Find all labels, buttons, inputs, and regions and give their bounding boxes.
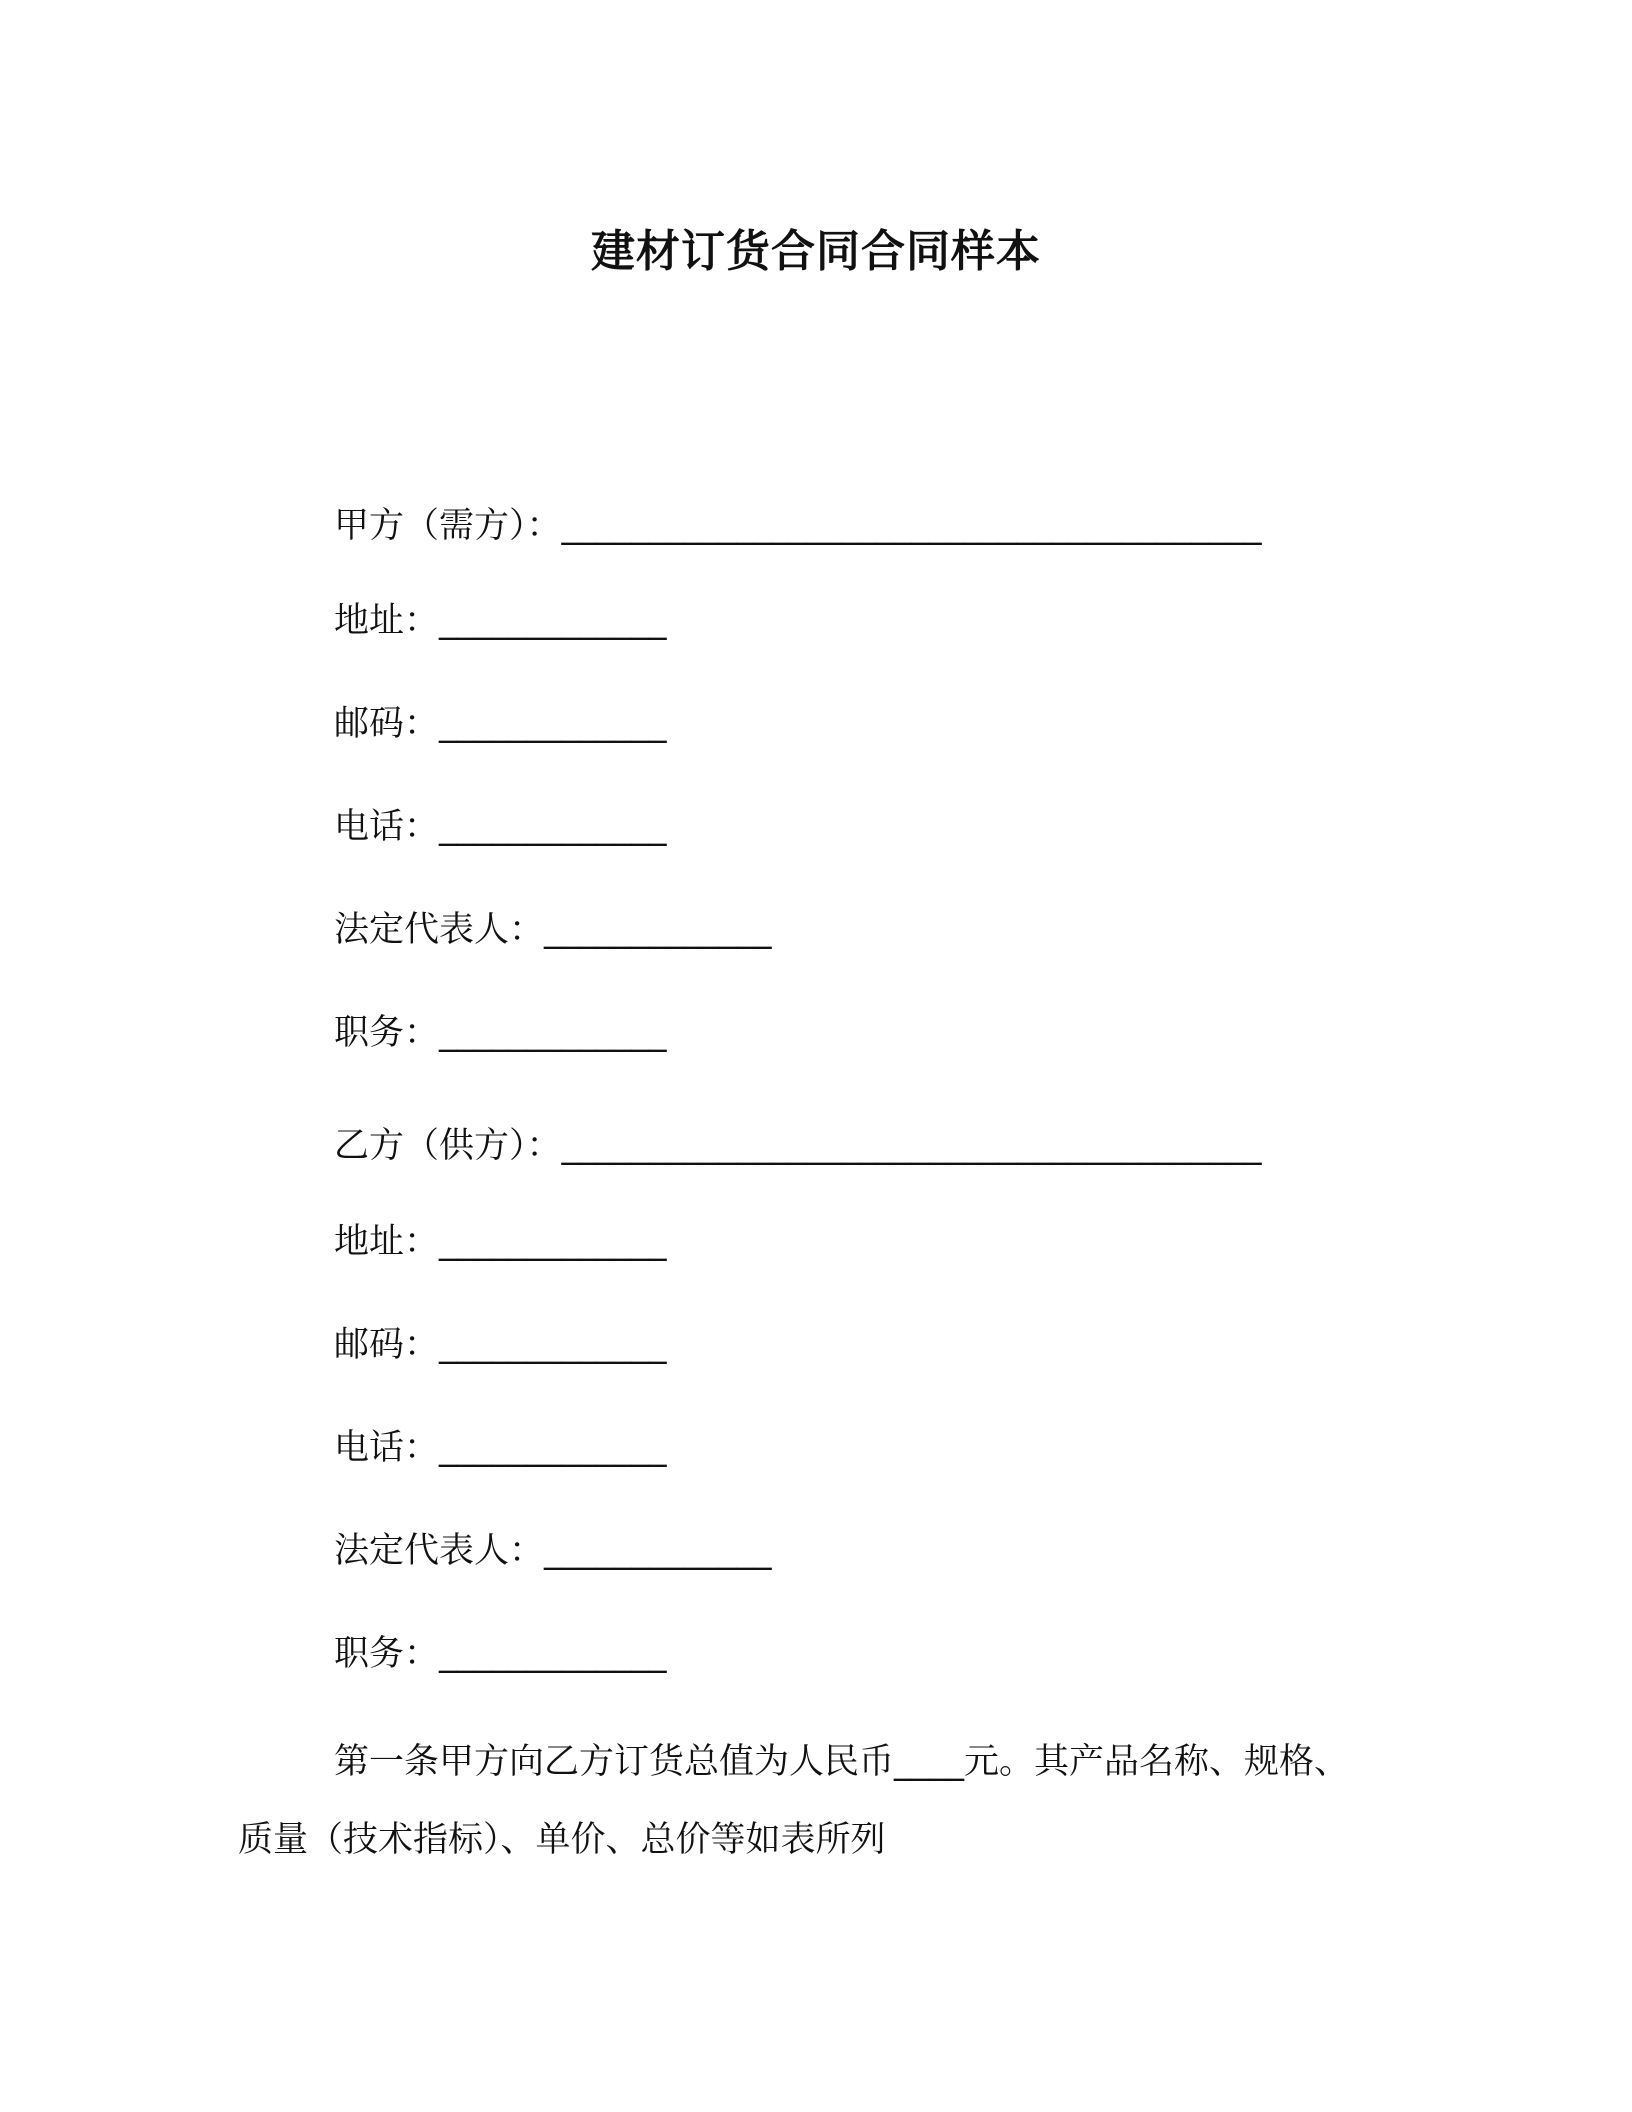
party-b-blank: ________________________________________ bbox=[561, 1126, 1262, 1166]
party-b-phone bbox=[334, 1424, 667, 1472]
party-b-label: 乙方（供方）： bbox=[334, 1126, 562, 1166]
party-a-phone bbox=[334, 803, 667, 851]
article-1-line-1: 第一条甲方向乙方订货总值为人民币____元。其产品名称、规格、 bbox=[334, 1742, 1350, 1782]
party-a-label: 甲方（需方）： bbox=[334, 506, 562, 546]
field-blank: _____________ bbox=[439, 1013, 667, 1053]
party-b-position bbox=[334, 1630, 667, 1678]
field-blank: _____________ bbox=[439, 1634, 667, 1674]
field-blank: _____________ bbox=[544, 910, 772, 950]
field-label: 职务： bbox=[334, 1013, 440, 1053]
party-a-postcode bbox=[334, 700, 667, 748]
field-blank: _____________ bbox=[544, 1531, 772, 1571]
party-a-address bbox=[334, 597, 667, 645]
party-b-heading bbox=[334, 1122, 1262, 1170]
page-title: 建材订货合同合同样本 bbox=[591, 226, 1041, 277]
party-a-legal-rep bbox=[334, 906, 772, 954]
party-a-heading bbox=[334, 502, 1262, 550]
field-label: 地址： bbox=[334, 601, 440, 641]
field-blank: _____________ bbox=[439, 704, 667, 744]
field-blank: _____________ bbox=[439, 1222, 667, 1262]
field-blank: _____________ bbox=[439, 1428, 667, 1468]
field-label: 法定代表人： bbox=[334, 1531, 545, 1571]
field-blank: _____________ bbox=[439, 601, 667, 641]
field-label: 邮码： bbox=[334, 704, 440, 744]
field-label: 地址： bbox=[334, 1222, 440, 1262]
field-blank: _____________ bbox=[439, 1325, 667, 1365]
party-a-blank: ________________________________________ bbox=[561, 506, 1262, 546]
field-label: 法定代表人： bbox=[334, 910, 545, 950]
party-b-legal-rep bbox=[334, 1527, 772, 1575]
field-blank: _____________ bbox=[439, 807, 667, 847]
article-1-line-2: 质量（技术指标）、单价、总价等如表所列 bbox=[238, 1820, 886, 1860]
party-b-address bbox=[334, 1218, 667, 1266]
field-label: 邮码： bbox=[334, 1325, 440, 1365]
field-label: 电话： bbox=[334, 1428, 440, 1468]
field-label: 职务： bbox=[334, 1634, 440, 1674]
party-b-postcode bbox=[334, 1321, 667, 1369]
field-label: 电话： bbox=[334, 807, 440, 847]
party-a-position bbox=[334, 1009, 667, 1057]
